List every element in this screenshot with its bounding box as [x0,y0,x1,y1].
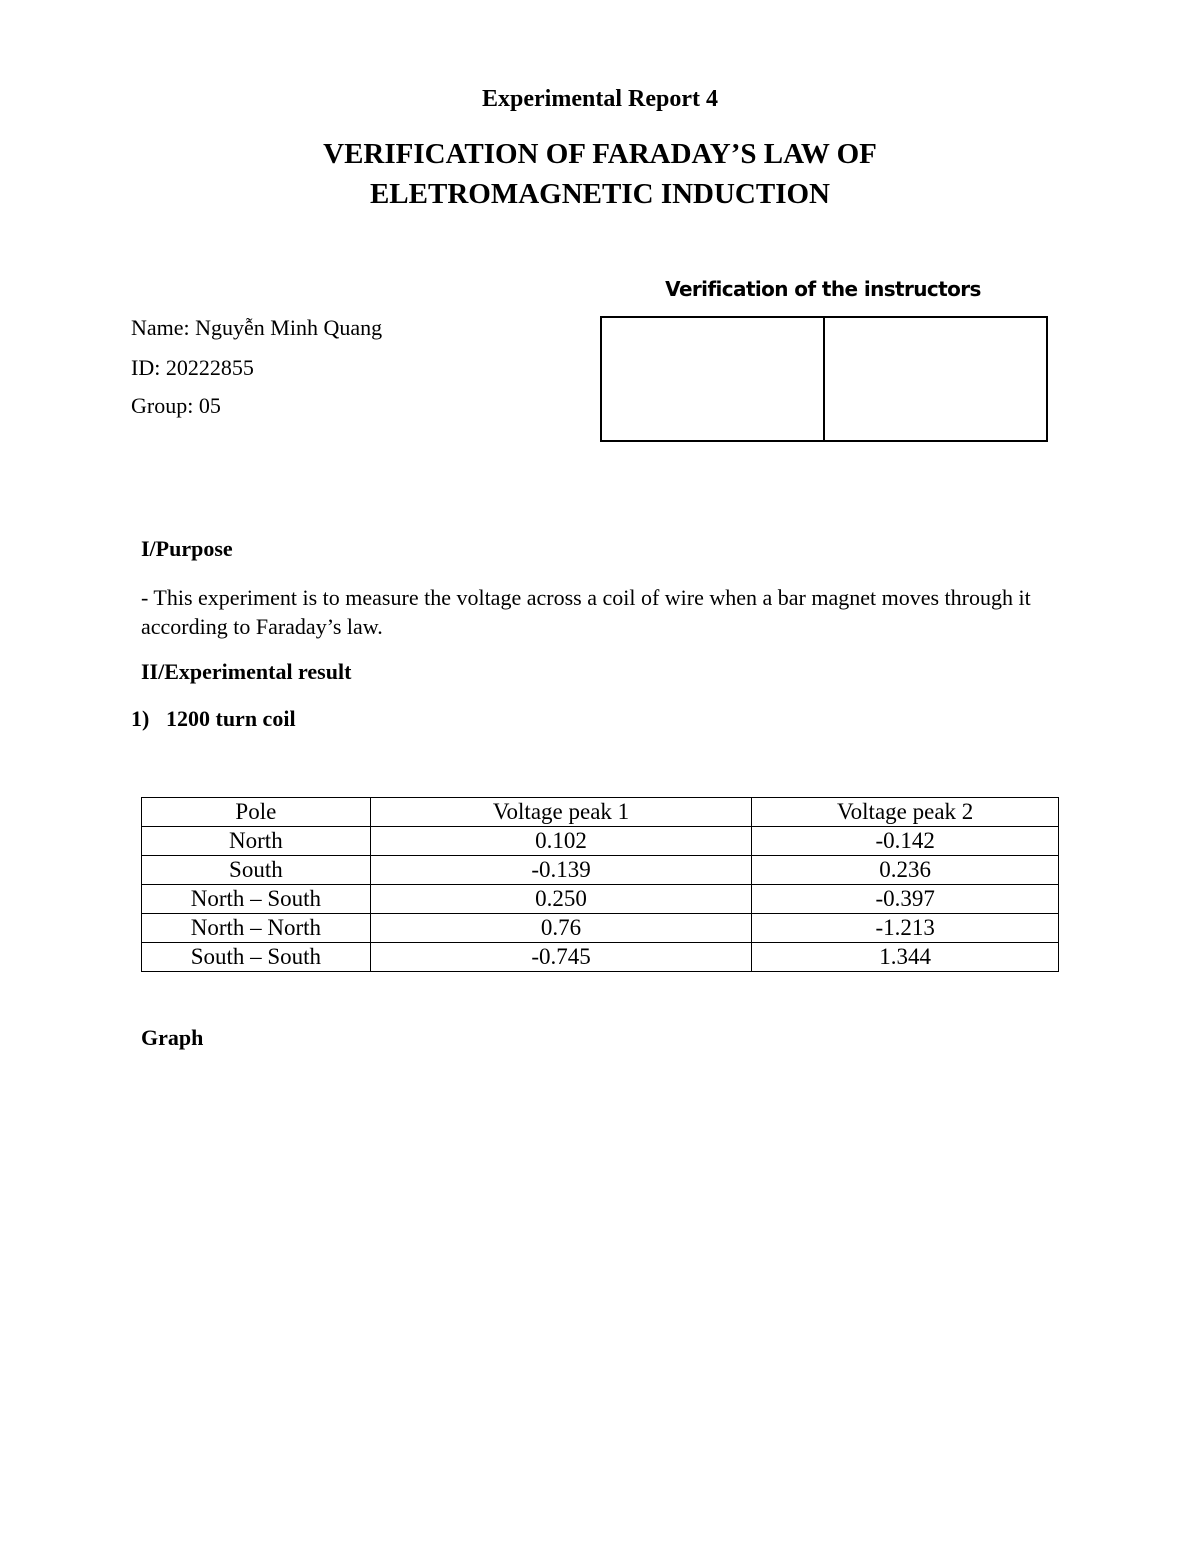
header-pole: Pole [142,798,371,827]
cell-peak-2: -0.142 [752,827,1059,856]
table-row [142,885,1059,914]
cell-pole: South – South [142,943,371,972]
coil-subheading-label: 1200 turn coil [166,706,296,731]
cell-peak-2: 1.344 [752,943,1059,972]
purpose-text: - This experiment is to measure the voltage across a coil of wire when a bar magnet moves through it according to Faraday’s law. [141,585,1031,639]
graph-heading: Graph [141,1025,204,1050]
student-name: Name: Nguyễn Minh Quang [131,315,383,340]
cell-peak-1: -0.745 [370,943,752,972]
voltage-table [141,797,1059,972]
report-title-line-2: ELETROMAGNETIC INDUCTION [369,178,831,210]
cell-pole: North – North [142,914,371,943]
table-header-row [142,798,1059,827]
purpose-heading: I/Purpose [141,536,233,561]
table-row [142,914,1059,943]
verification-box [600,316,1048,442]
table-row [142,856,1059,885]
results-heading: II/Experimental result [141,659,352,684]
table-row [142,943,1059,972]
coil-subheading [131,706,296,732]
cell-peak-1: 0.76 [370,914,752,943]
student-group: Group: 05 [131,393,221,418]
cell-peak-1: 0.250 [370,885,752,914]
header-voltage-peak-2: Voltage peak 2 [752,798,1059,827]
verification-cell-left [602,318,823,440]
coil-subheading-number: 1) [131,706,150,731]
cell-pole: North – South [142,885,371,914]
header-voltage-peak-1: Voltage peak 1 [370,798,752,827]
verification-label: Verification of the instructors [665,277,981,301]
cell-peak-1: 0.102 [370,827,752,856]
cell-pole: South [142,856,371,885]
report-label: Experimental Report 4 [482,86,718,112]
report-title [0,134,1200,214]
table-row [142,827,1059,856]
verification-cell-right [823,318,1046,440]
cell-peak-2: -0.397 [752,885,1059,914]
cell-peak-2: 0.236 [752,856,1059,885]
cell-peak-1: -0.139 [370,856,752,885]
cell-pole: North [142,827,371,856]
report-title-line-1: VERIFICATION OF FARADAY’S LAW OF [323,138,877,170]
cell-peak-2: -1.213 [752,914,1059,943]
student-id: ID: 20222855 [131,355,254,380]
